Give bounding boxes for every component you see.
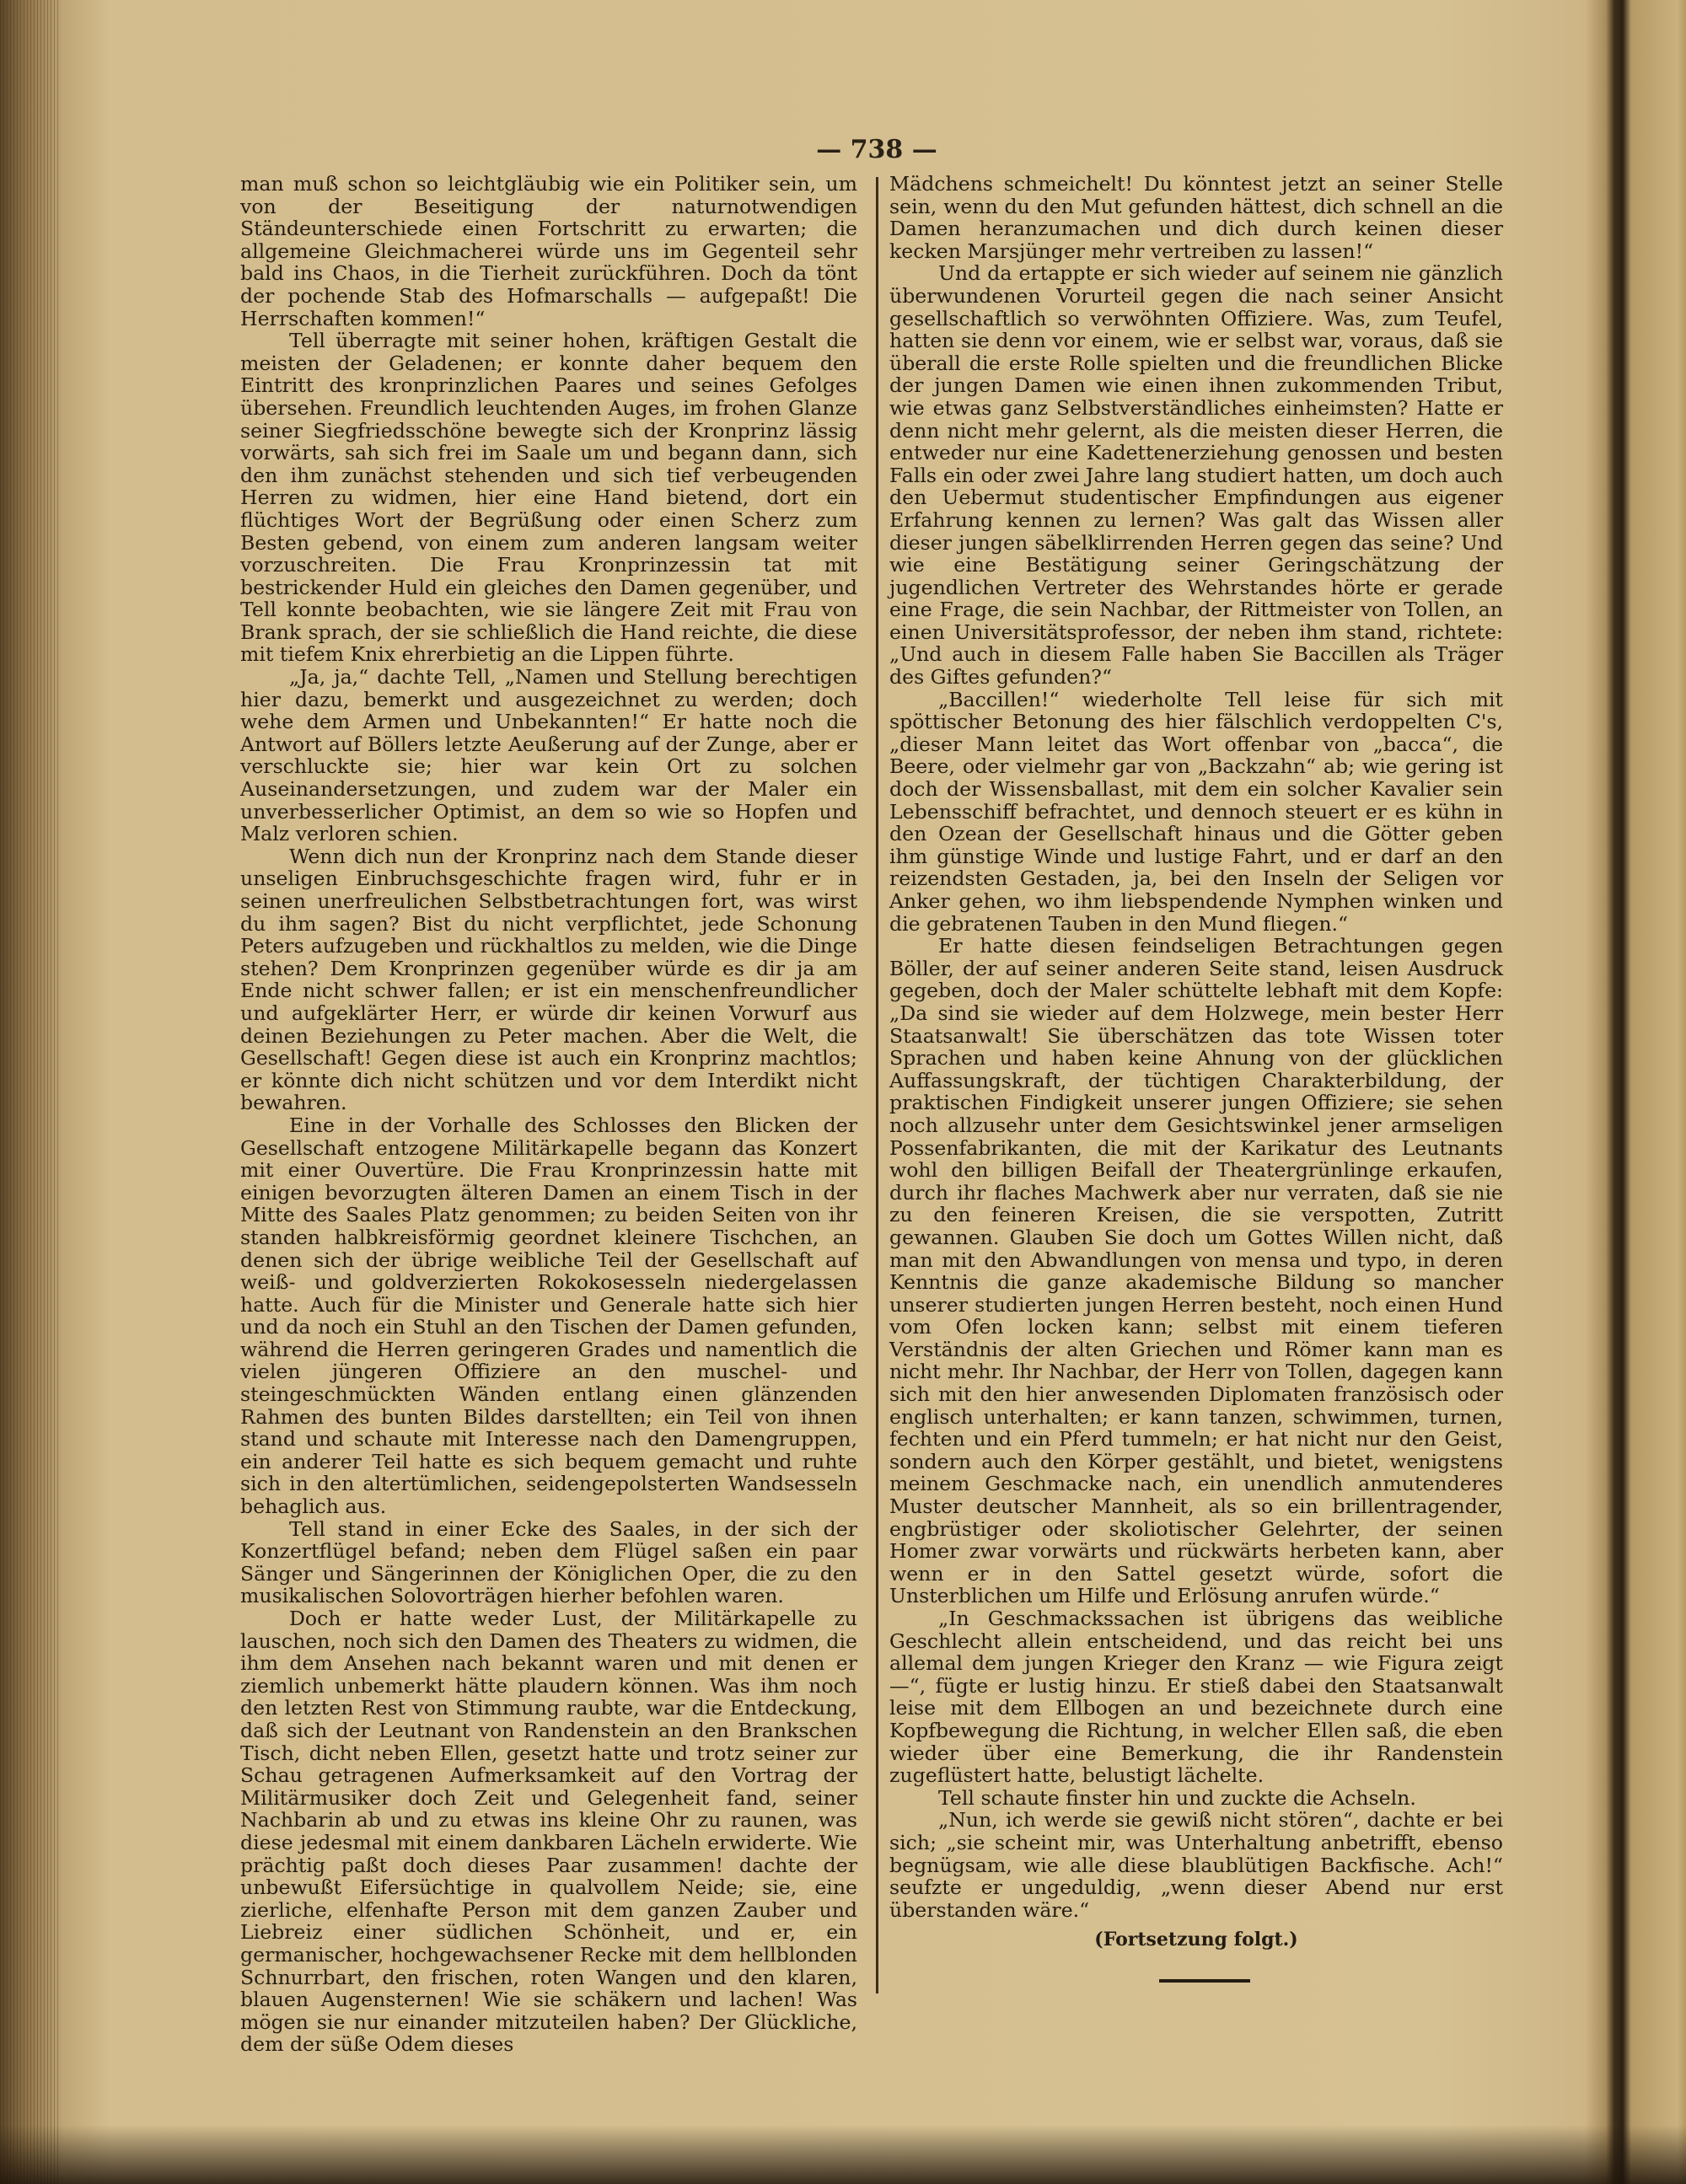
right-paragraph-1: Mädchens schmeichelt! Du könntest jetzt an seiner Stelle sein, wenn du den Mut gefunden hättest, dich schnell an die Damen heranzumachen und dich durch keinen dieser kecken Marsjünger mehr vertreiben zu lassen!“ — [889, 172, 1503, 263]
left-paragraph-4: Wenn dich nun der Kronprinz nach dem Stande dieser unseligen Einbruchsgeschichte fragen wird, fuhr er in seinen unerfreulichen Selbstbetrachtungen fort, was wirst du ihm sagen? Bist du nicht verpflichtet, jede Schonung Peters aufzugeben und rückhaltlos zu melden, wie die Dinge stehen? Dem Kronprinzen gegenüber würde es dir ja am Ende nicht schwer fallen; er ist ein menschenfreundlicher und aufgeklärter Herr, er würde dir keinen Vorwurf aus deinen Beziehungen zu Peter machen. Aber die Welt, die Gesellschaft! Gegen diese ist auch ein Kronprinz machtlos; er könnte dich nicht schützen und vor dem Interdikt nicht bewahren. — [240, 844, 857, 1115]
right-paragraph-3: „Baccillen!“ wiederholte Tell leise für sich mit spöttischer Betonung des hier fälschlich verdoppelten C's, „dieser Mann leitet das Wort offenbar von „bacca“, die Beere, oder vielmehr gar von „Backzahn“ ab; wie gering ist doch der Wissensballast, mit dem ein solcher Kavalier sein Lebensschiff befrachtet, und dennoch steuert er es kühn in den Ozean der Gesellschaft hinaus und die Götter geben ihm günstige Winde und lustige Fahrt, und er darf an den reizendsten Gestaden, ja, bei den Inseln der Seligen vor Anker gehen, wo ihm liebspendende Nymphen winken und die gebratenen Tauben in den Mund fliegen.“ — [889, 687, 1503, 936]
scan-bottom-shadow — [0, 2125, 1686, 2184]
right-paragraph-6: Tell schaute finster hin und zuckte die Achseln. — [938, 1785, 1416, 1810]
continuation-note: (Fortsetzung folgt.) — [1094, 1929, 1298, 1951]
right-paragraph-5: „In Geschmackssachen ist übrigens das weibliche Geschlecht allein entscheidend, und das reicht bei uns allemal dem jungen Krieger den Kranz — wie Figura zeigt —“, fügte er lustig hinzu. Er stieß dabei den Staatsanwalt leise mit dem Ellbogen an und bezeichnete durch eine Kopfbewegung die Richtung, in welcher Ellen saß, die eben wieder über eine Bemerkung, die ihr Randenstein zugeflüstert hatte, belustigt lächelte. — [889, 1607, 1503, 1788]
left-paragraph-5: Eine in der Vorhalle des Schlosses den Blicken der Gesellschaft entzogene Militärkapelle begann das Konzert mit einer Ouvertüre. Die Frau Kronprinzessin hatte mit einigen bevorzugten älteren Damen an einem Tisch in der Mitte des Saales Platz genommen; zu beiden Seiten von ihr standen halbkreisförmig geordnet kleinere Tischchen, an denen sich der übrige weibliche Teil der Gesellschaft auf weiß- und goldverzierten Rokokosesseln niedergelassen hatte. Auch für die Minister und Generale hatte sich hier und da noch ein Stuhl an den Tischen der Damen gefunden, während die Herren geringeren Grades und namentlich die vielen jüngeren Offiziere an den muschel- und steingeschmückten Wänden entlang einen glänzenden Rahmen des bunten Bildes darstellten; ein Teil von ihnen stand und schaute mit Interesse nach den Damengruppen, ein anderer Teil hatte es sich bequem gemacht und ruhte sich in den altertümlichen, seidengepolsterten Wandsesseln behaglich aus. — [240, 1113, 857, 1519]
book-page-edges — [0, 0, 59, 2184]
closing-rule — [1159, 1979, 1250, 1983]
right-paragraph-4: Er hatte diesen feindseligen Betrachtungen gegen Böller, der auf seiner anderen Seite stand, leisen Ausdruck gegeben, doch der Maler schüttelte lebhaft mit dem Kopfe: „Da sind sie wieder auf dem Holzwege, mein bester Herr Staatsanwalt! Sie überschätzen das tote Wissen toter Sprachen und haben keine Ahnung von der glücklichen Auffassungskraft, der tüchtigen Charakterbildung, der praktischen Findigkeit unserer jungen Offiziere; sie sehen noch allzusehr unter dem Gesichtswinkel jener armseligen Possenfabrikanten, die mit der Karikatur des Leutnants wohl den billigen Beifall der Theatergrünlinge erkaufen, durch ihr flaches Machwerk aber nur verraten, daß sie nie zu den feineren Kreisen, die sie verspotten, Zutritt gewannen. Glauben Sie doch um Gottes Willen nicht, daß man mit den Abwandlungen von mensa und typo, in deren Kenntnis die ganze akademische Bildung so mancher unserer studierten jungen Herren besteht, noch einen Hund vom Ofen locken kann; selbst mit einem tieferen Verständnis der alten Griechen und Römer kann man es nicht mehr. Ihr Nachbar, der Herr von Tollen, dagegen kann sich mit den hier anwesenden Diplomaten französisch oder englisch unterhalten; er kann tanzen, schwimmen, turnen, fechten und ein Pferd tummeln; er hat nicht nur den Geist, sondern auch den Körper gestählt, und bietet, wenigstens meinem Geschmacke nach, ein unendlich anmutenderes Muster deutscher Mannheit, als so ein brillentragender, engbrüstiger oder skoliotischer Gelehrter, der seinen Homer zwar vorwärts und rückwärts herbeten kann, aber wenn er in den Sattel gesetzt würde, sofort die Unsterblichen um Hilfe und Erlösung anrufen würde.“ — [889, 934, 1503, 1608]
left-column — [240, 173, 857, 2056]
left-paragraph-6: Tell stand in einer Ecke des Saales, in der sich der Konzertflügel befand; neben dem Flügel saßen ein paar Sänger und Sängerinnen der Königlichen Oper, die zu den musikalischen Solovorträgen hierher befohlen waren. — [240, 1516, 857, 1608]
left-paragraph-1: man muß schon so leichtgläubig wie ein Politiker sein, um von der Beseitigung der naturnotwendigen Ständeunterschiede einen Fortschritt zu erwarten; die allgemeine Gleichmacherei würde uns im Gegenteil sehr bald ins Chaos, in die Tierheit zurückführen. Doch da tönt der pochende Stab des Hofmarschalls — aufgepaßt! Die Herrschaften kommen!“ — [240, 172, 857, 330]
left-paragraph-2: Tell überragte mit seiner hohen, kräftigen Gestalt die meisten der Geladenen; er konnte daher bequem den Eintritt des kronprinzlichen Paares und seines Gefolges übersehen. Freundlich leuchtenden Auges, im frohen Glanze seiner Siegfriedsschöne bewegte sich der Kronprinz lässig vorwärts, sah sich frei im Saale um und begann dann, sich den ihm zunächst stehenden und sich tief verbeugenden Herren zu widmen, hier eine Hand bietend, dort ein flüchtiges Wort der Begrüßung oder einen Scherz zum Besten gebend, von einem zum anderen langsam weiter vorzuschreiten. Die Frau Kronprinzessin tat mit bestrickender Huld ein gleiches den Damen gegenüber, und Tell konnte beobachten, wie sie längere Zeit mit Frau von Brank sprach, der sie schließlich die Hand reichte, die diese mit tiefem Knix ehrerbietig an die Lippen führte. — [240, 329, 857, 667]
right-paragraph-7: „Nun, ich werde sie gewiß nicht stören“, dachte er bei sich; „sie scheint mir, was Unterhaltung anbetrifft, ebenso begnügsam, wie alle diese blaublütigen Backfische. Ach!“ seufzte er ungeduldig, „wenn dieser Abend nur erst überstanden wäre.“ — [889, 1808, 1503, 1922]
column-divider — [876, 177, 878, 1994]
left-paragraph-7: Doch er hatte weder Lust, der Militärkapelle zu lauschen, noch sich den Damen des Theaters zu widmen, die ihm dem Ansehen nach bekannt waren und mit denen er ziemlich unbemerkt hätte plaudern können. Was ihm noch den letzten Rest von Stimmung raubte, war die Entdeckung, daß sich der Leutnant von Randenstein an den Brankschen Tisch, dicht neben Ellen, gesetzt hatte und trotz seiner zur Schau getragenen Aufmerksamkeit auf den Vortrag der Militärmusiker doch Zeit und Gelegenheit fand, seiner Nachbarin ab und zu etwas ins kleine Ohr zu raunen, was diese jedesmal mit einem dankbaren Lächeln erwiderte. Wie prächtig paßt doch dieses Paar zusammen! dachte der unbewußt Eifersüchtige in qualvollem Neide; sie, eine zierliche, elfenhafte Person mit dem ganzen Zauber und Liebreiz einer südlichen Schönheit, und er, ein germanischer, hochgewachsener Recke mit dem hellblonden Schnurrbart, den frischen, roten Wangen und den klaren, blauen Augensternen! Wie sie schäkern und lachen! Was mögen sie nur einander mitzuteilen haben? Der Glückliche, dem der süße Odem dieses — [240, 1607, 857, 2057]
page-number: — 738 — — [816, 135, 937, 164]
left-paragraph-3: „Ja, ja,“ dachte Tell, „Namen und Stellung berechtigen hier dazu, bemerkt und ausgezeichnet zu werden; doch wehe dem Armen und Unbekannten!“ Er hatte noch die Antwort auf Böllers letzte Aeußerung auf der Zunge, aber er verschluckte sie; hier war kein Ort zu solchen Auseinandersetzungen, und zudem war der Maler ein unverbesserlicher Optimist, an dem so wie so Hopfen und Malz verloren schien. — [240, 665, 857, 846]
right-column — [889, 173, 1503, 1921]
right-paragraph-2: Und da ertappte er sich wieder auf seinem nie gänzlich überwundenen Vorurteil gegen die nach seiner Ansicht gesellschaftlich so verwöhnten Offiziere. Was, zum Teufel, hatten sie denn vor einem, wie er selbst war, voraus, daß sie überall die erste Rolle spielten und die freundlichen Blicke der jungen Damen wie einen ihnen zukommenden Tribut, wie etwas ganz Selbstverständliches einheimsten? Hatte er denn nicht mehr gelernt, als die meisten dieser Herren, die entweder nur eine Kadettenerziehung genossen und besten Falls ein oder zwei Jahre lang studiert hatten, um doch auch den Uebermut studentischer Empfindungen aus eigener Erfahrung kennen zu lernen? Was galt das Wissen aller dieser jungen säbelklirrenden Herren gegen das seine? Und wie eine Bestätigung seiner Geringschätzung der jugendlichen Vertreter des Wehrstandes hörte er gerade eine Frage, die sein Nachbar, der Rittmeister von Tollen, an einen Universitätsprofessor, der neben ihm stand, richtete: „Und auch in diesem Falle haben Sie Baccillen als Träger des Giftes gefunden?“ — [889, 261, 1503, 690]
